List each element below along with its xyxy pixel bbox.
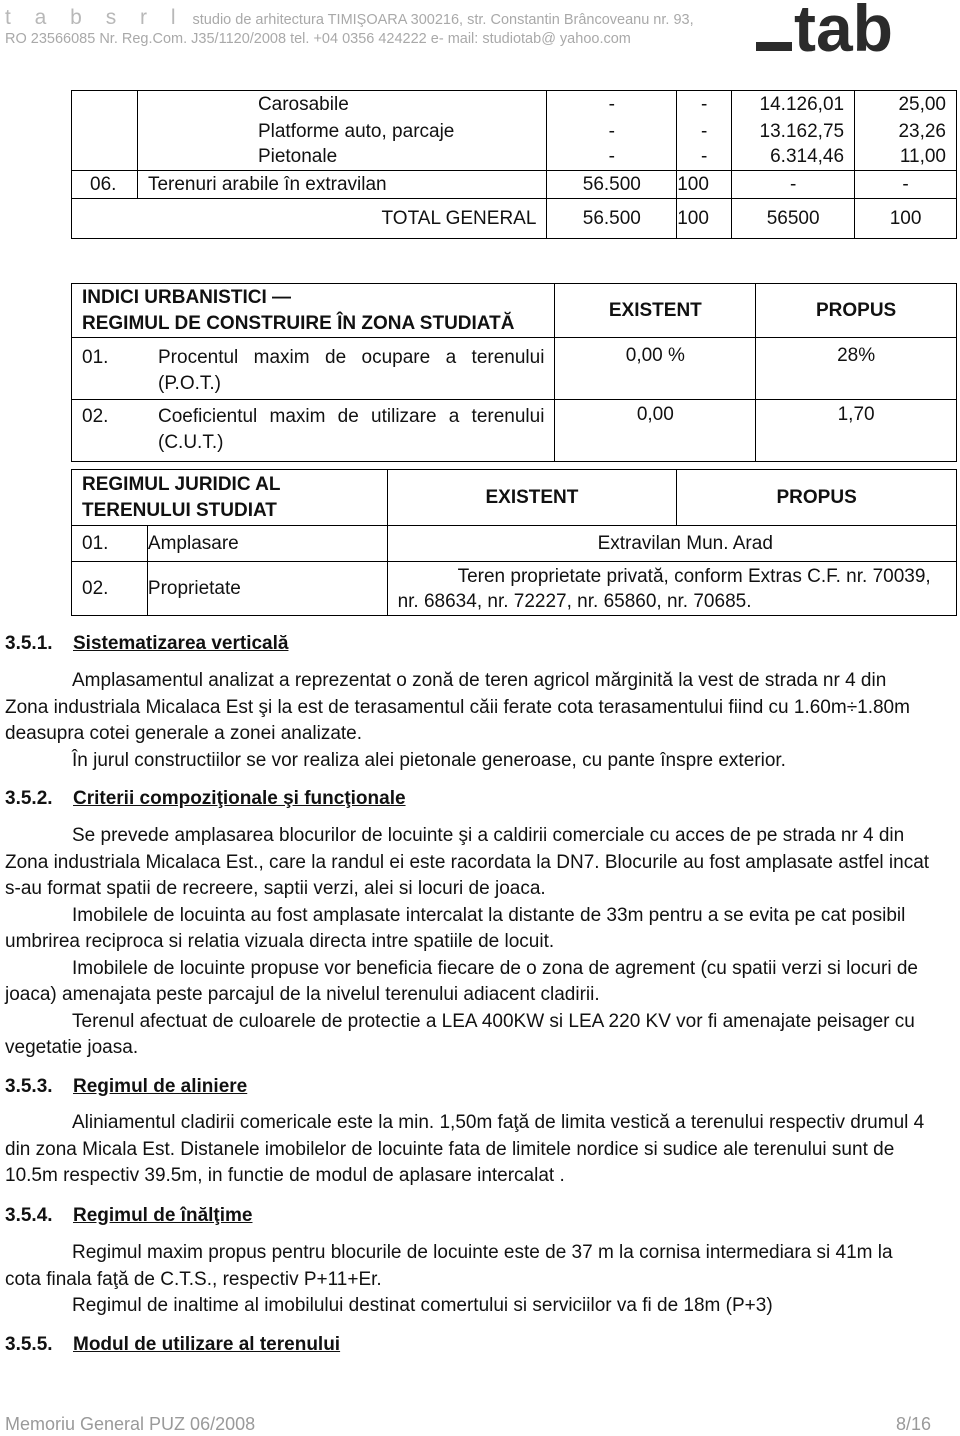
section-heading-353 — [5, 1076, 247, 1098]
header-line-1 — [5, 6, 694, 30]
section-heading-351 — [5, 633, 288, 655]
cell: 25,00 — [855, 91, 957, 119]
proprietate-num: 02. — [72, 562, 148, 616]
cell: - — [547, 91, 677, 119]
cell: 11,00 — [855, 145, 957, 171]
proprietate-value-2: nr. 68634, nr. 72227, nr. 65860, nr. 70685. — [397, 590, 752, 612]
section-353-body — [5, 1110, 931, 1190]
amplasare-value: Extravilan Mun. Arad — [387, 526, 956, 562]
paragraph-text: Imobilele de locuinte propuse vor beneficia fiecare de o zona de agrement (cu spatii verzi si locuri de joaca) amenajata peste parcajul de la nivelul terenului adiacent cladirii. — [5, 957, 918, 1005]
pot-num: 01. — [82, 347, 109, 368]
table-row — [72, 119, 957, 145]
section-number: 3.5.3. — [5, 1076, 53, 1097]
indici-title-2: REGIMUL DE CONSTRUIRE ÎN ZONA STUDIATĂ — [82, 312, 515, 334]
juridic-table — [71, 469, 957, 616]
paragraph — [5, 1240, 931, 1293]
paragraph-text: Imobilele de locuinta au fost amplasate intercalat la distante de 33m pentru a se evita pe cat posibil umbrirea reciproca si relatia vizuala directa intre spatiile de locuit. — [5, 904, 906, 952]
paragraph — [5, 903, 931, 956]
cell: - — [547, 119, 677, 145]
total-label: TOTAL GENERAL — [72, 199, 547, 239]
section-heading-355 — [5, 1334, 340, 1356]
juridic-title-1: REGIMUL JURIDIC AL — [82, 473, 281, 495]
cut-existent: 0,00 — [555, 400, 756, 462]
cell: 23,26 — [855, 119, 957, 145]
row-label: Terenuri arabile în extravilan — [137, 171, 546, 199]
col-propus: PROPUS — [677, 470, 957, 526]
paragraph — [5, 1009, 931, 1062]
row-num: 06. — [72, 171, 138, 199]
row-num-cell — [72, 119, 138, 145]
cut-label: Coeficientul maxim de utilizare a terenului (C.U.T.) — [158, 406, 545, 453]
indici-title-1: INDICI URBANISTICI — — [82, 286, 291, 308]
table-row — [72, 284, 957, 338]
cell: 13.162,75 — [732, 119, 855, 145]
table-row — [72, 562, 957, 616]
section-title: Regimul de aliniere — [73, 1076, 248, 1097]
logo-text: tab — [794, 2, 893, 60]
company-brand: t a b s r l — [5, 6, 185, 29]
juridic-title-cell — [72, 470, 388, 526]
page-header — [0, 0, 960, 62]
juridic-title-2: TERENULUI STUDIAT — [82, 499, 277, 521]
paragraph-text: Regimul de inaltime al imobilului destinat comertului si serviciilor va fi de 18m (P+3) — [72, 1295, 773, 1316]
col-existent: EXISTENT — [555, 284, 756, 338]
cell: - — [547, 145, 677, 171]
pot-existent: 0,00 % — [555, 338, 756, 400]
section-title: Criterii compoziţionale şi funcţionale — [73, 788, 406, 809]
paragraph — [5, 748, 931, 775]
cell: - — [677, 119, 732, 145]
col-existent: EXISTENT — [387, 470, 677, 526]
cell: - — [855, 171, 957, 199]
page-number: 8/16 — [895, 1414, 931, 1434]
paragraph-text: Se prevede amplasarea blocurilor de locuinte şi a caldirii comerciale cu acces de pe strada nr 4 din Zona industriala Micalaca Est., care la randul ei este racordata la DN7. Blocurile au fost amplasate astfel incat s-au format spatii de recreere, saptii verzi, alei si locuri de joaca. — [5, 825, 930, 899]
pot-label: Procentul maxim de ocupare a terenului (P.O.T.) — [158, 347, 545, 394]
cut-label-cell — [72, 400, 555, 462]
paragraph-text: Regimul maxim propus pentru blocurile de locuinte este de 37 m la cornisa intermediara si 41m la cota finala faţă de C.T.S., respectiv P+11+Er. — [5, 1242, 893, 1290]
paragraph — [5, 668, 931, 748]
table-row — [72, 400, 957, 462]
table-row — [72, 171, 957, 199]
paragraph — [5, 1110, 931, 1190]
cell: 56.500 — [547, 171, 677, 199]
footer-document-title: Memoriu General PUZ 06/2008 — [5, 1414, 256, 1434]
indici-title-cell — [72, 284, 555, 338]
cell: 100 — [677, 171, 732, 199]
section-title: Modul de utilizare al terenului — [73, 1334, 341, 1355]
surface-table — [71, 90, 957, 239]
paragraph — [5, 1293, 931, 1320]
section-352-body — [5, 823, 931, 1062]
paragraph — [5, 956, 931, 1009]
row-label: Platforme auto, parcaje — [137, 119, 546, 145]
table-row — [72, 526, 957, 562]
row-label: Carosabile — [137, 91, 546, 119]
cut-num: 02. — [82, 406, 109, 427]
cell: 56.500 — [547, 199, 677, 239]
row-num-cell — [72, 91, 138, 119]
pot-propus: 28% — [756, 338, 957, 400]
company-address: studio de arhitectura TIMIŞOARA 300216, str. Constantin Brâncoveanu nr. 93, — [192, 12, 694, 28]
cell: 100 — [677, 199, 732, 239]
proprietate-value-1: Teren proprietate privată, conform Extras C.F. nr. 70039, — [457, 565, 931, 587]
col-propus: PROPUS — [756, 284, 957, 338]
section-heading-354 — [5, 1205, 252, 1227]
cell: - — [732, 171, 855, 199]
amplasare-num: 01. — [72, 526, 148, 562]
row-label: Pietonale — [137, 145, 546, 171]
proprietate-value-cell — [387, 562, 956, 616]
row-num-cell — [72, 145, 138, 171]
table-row — [72, 470, 957, 526]
paragraph-text: Aliniamentul cladirii comericale este la min. 1,50m faţă de limita vestică a terenului respectiv drumul 4 din zona Micala Est. Distanele imobilelor de locuinte fata de limitele nordice si sudice ale terenului sunt de 10.5m respectiv 39.5m, in functie de modul de aplasare intercalat . — [5, 1112, 925, 1186]
section-title: Sistematizarea verticală — [73, 633, 289, 654]
paragraph-text: Amplasamentul analizat a reprezentat o zonă de teren agricol mărginită la vest de strada nr 4 din Zona industriala Micalaca Est şi la est de terasamentul căii ferate cota terasamentului fiind cu 1.60m÷1.80m deasupra cotei generale a zonei analizate. — [5, 670, 910, 744]
paragraph-text: Terenul afectuat de culoarele de protectie a LEA 400KW si LEA 220 KV vor fi amenajate peisager cu vegetatie joasa. — [5, 1010, 915, 1058]
paragraph-text: În jurul constructiilor se vor realiza alei pietonale generoase, cu pante înspre exterior. — [72, 749, 786, 771]
section-354-body — [5, 1240, 931, 1320]
table-row — [72, 91, 957, 119]
pot-label-cell — [72, 338, 555, 400]
cell: - — [677, 145, 732, 171]
cell: 100 — [855, 199, 957, 239]
section-number: 3.5.1. — [5, 633, 53, 654]
section-heading-352 — [5, 788, 406, 810]
tab-logo — [756, 2, 938, 60]
section-number: 3.5.2. — [5, 788, 53, 809]
cell: 14.126,01 — [732, 91, 855, 119]
section-number: 3.5.5. — [5, 1334, 53, 1355]
cut-propus: 1,70 — [756, 400, 957, 462]
proprietate-label: Proprietate — [147, 562, 387, 616]
paragraph — [5, 823, 931, 903]
total-row — [72, 199, 957, 239]
cell: - — [677, 91, 732, 119]
section-351-body — [5, 668, 931, 774]
section-title: Regimul de înălţime — [73, 1205, 253, 1226]
section-number: 3.5.4. — [5, 1205, 53, 1226]
header-line-2: RO 23566085 Nr. Reg.Com. J35/1120/2008 tel. +04 0356 424222 e- mail: studiotab@ yahoo.com — [5, 31, 631, 47]
amplasare-label: Amplasare — [147, 526, 387, 562]
page-footer — [5, 1414, 931, 1435]
cell: 6.314,46 — [732, 145, 855, 171]
table-row — [72, 145, 957, 171]
table-row — [72, 338, 957, 400]
indici-table — [71, 283, 957, 462]
cell: 56500 — [732, 199, 855, 239]
